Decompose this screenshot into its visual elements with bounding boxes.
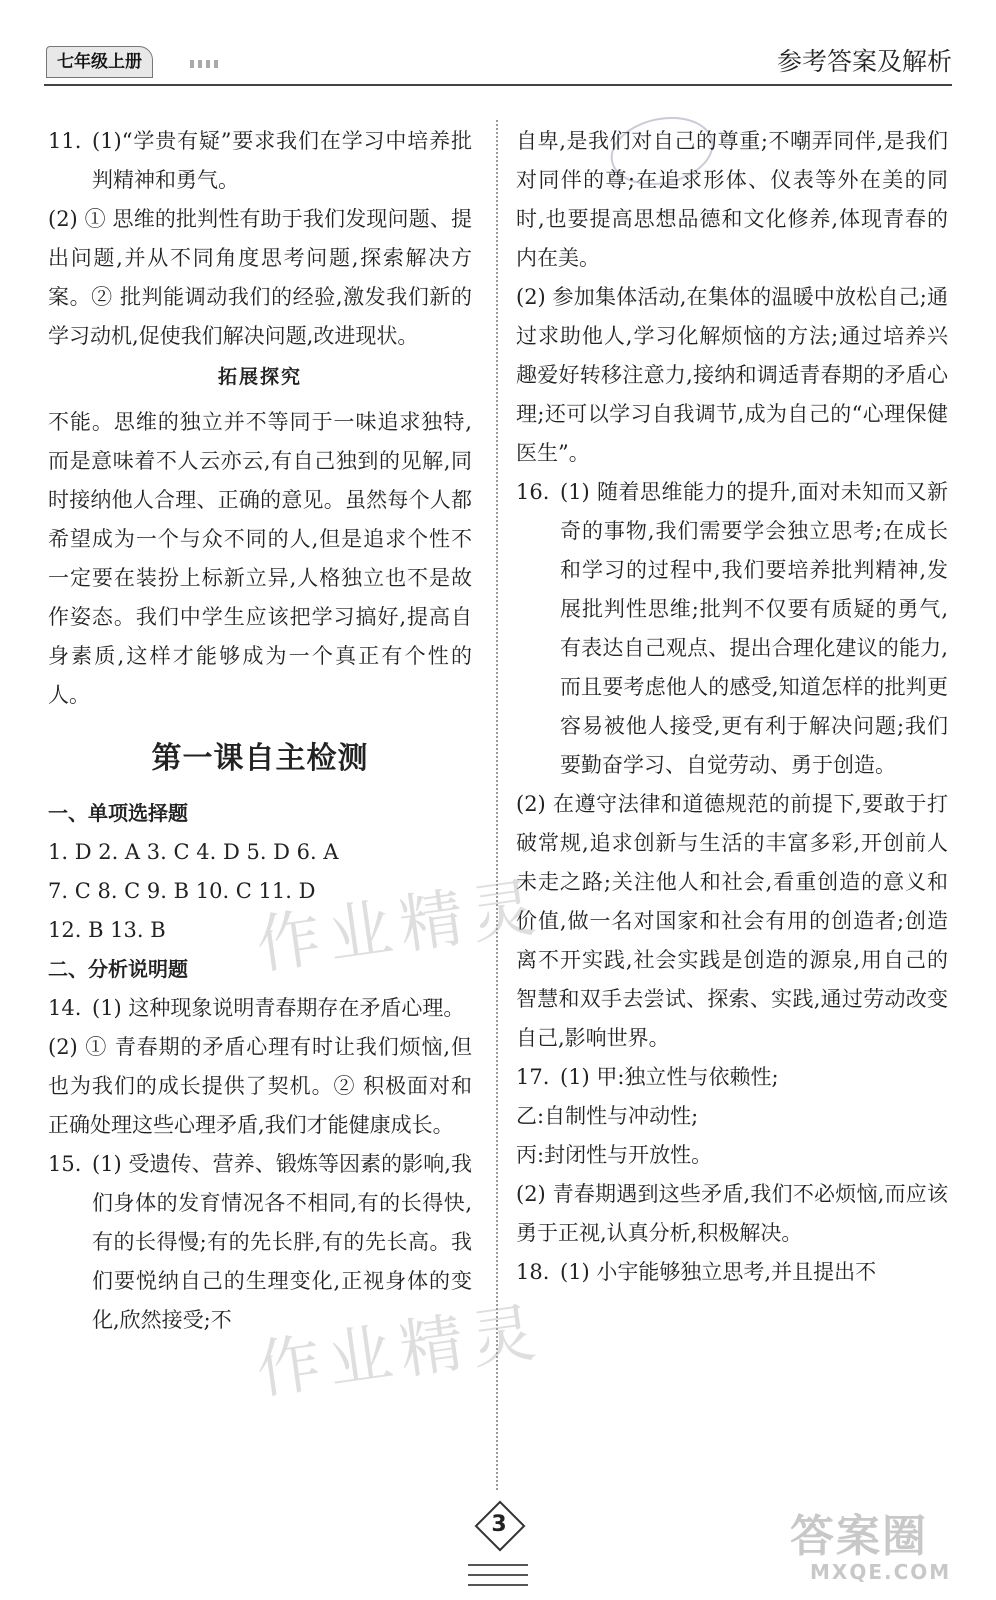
lesson-title: 第一课自主检测 [151,741,369,776]
page-number: 3 [491,1512,507,1537]
page-number-badge [452,1506,542,1582]
answer-part-1: (1)“学贵有疑”要求我们在学习中培养批判精神和勇气。 [92,129,472,192]
answer-part-2: (2) ① 思维的批判性有助于我们发现问题、提出问题,并从不同角度思考问题,探索解决方案。② 批判能调动我们的经验,激发我们新的学习动机,促使我们解决问题,改进现状。 [48,207,472,348]
page-header [44,40,952,86]
answer-part-1: (1) 受遗传、营养、锻炼等因素的影响,我们身体的发育情况各不相同,有的长得快,有的长得慢;有的先长胖,有的先长高。我们要悦纳自己的生理变化,正视身体的变化,欣然接受;不 [92,1152,472,1332]
grade-label: 七年级上册 [46,46,153,78]
question-number: 16. [516,480,550,504]
header-title: 参考答案及解析 [776,47,952,76]
watermark: 作业精灵 [252,1295,548,1409]
analysis-heading: 二、分析说明题 [48,957,188,981]
explore-answer: 不能。思维的独立并不等同于一味追求独特,而是意味着不人云亦云,有自己独到的见解,同时接纳他人合理、正确的意见。虽然每个人都希望成为一个与众不同的人,但是追求个性不一定要在装扮上标新立异,人格独立也不是故作姿态。我们中学生应该把学习搞好,提高自身素质,这样才能够成为一个真正有个性的人。 [48,410,472,707]
answer-part-1a: (1) 甲:独立性与依赖性; [560,1065,779,1089]
answer-part-1: (1) 随着思维能力的提升,面对未知而又新奇的事物,我们需要学会独立思考;在成长和学习的过程中,我们要培养批判精神,发展批判性思维;批判不仅要有质疑的勇气,有表达自己观点、提出合理化建议的能力,而且要考虑他人的感受,知道怎样的批判更容易被他人接受,更有利于解决问题;我们要勤奋学习、自觉劳动、勇于创造。 [560,480,948,777]
question-11 [48,122,472,200]
watermark: 作业精灵 [252,870,548,984]
answer-part-1b: 乙:自制性与冲动性; [516,1104,699,1128]
question-18 [516,1253,948,1292]
answer-part-2: (2) 参加集体活动,在集体的温暖中放松自己;通过求助他人,学习化解烦恼的方法;通过培养兴趣爱好转移注意力,接纳和调适青春期的矛盾心理;还可以学习自我调节,成为自己的“心理保健医生”。 [516,285,948,465]
question-14 [48,989,472,1028]
logo-text: 答案圈 [790,1511,928,1562]
answer-continuation: 自卑,是我们对自己的尊重;不嘲弄同伴,是我们对同伴的尊;在追求形体、仪表等外在美的同时,也要提高思想品德和文化修养,体现青春的内在美。 [516,129,948,270]
answer-part-1: (1) 这种现象说明青春期存在矛盾心理。 [92,996,465,1020]
right-column [516,122,948,1292]
explore-heading: 拓展探究 [217,366,302,388]
header-decoration [190,60,220,68]
question-number: 17. [516,1065,550,1089]
question-number: 14. [48,996,82,1020]
question-16 [516,473,948,785]
site-logo [790,1512,970,1584]
answer-part-2: (2) 青春期遇到这些矛盾,我们不必烦恼,而应该勇于正视,认真分析,积极解决。 [516,1182,948,1245]
answer-part-2: (2) ① 青春期的矛盾心理有时让我们烦恼,但也为我们的成长提供了契机。② 积极面对和正确处理这些心理矛盾,我们才能健康成长。 [48,1035,472,1137]
column-divider [496,120,498,1490]
answer-part-1: (1) 小宇能够独立思考,并且提出不 [560,1260,877,1284]
answer-part-1c: 丙:封闭性与开放性。 [516,1143,713,1167]
left-column [48,122,472,1340]
answer-part-2: (2) 在遵守法律和道德规范的前提下,要敢于打破常规,追求创新与生活的丰富多彩,开创前人未走之路;关注他人和社会,看重创造的意义和价值,做一名对国家和社会有用的创造者;创造离不开实践,社会实践是创造的源泉,用自己的智慧和双手去尝试、探索、实践,通过劳动改变自己,影响世界。 [516,792,948,1050]
chevron-line-icon [468,1570,528,1586]
question-number: 15. [48,1152,82,1176]
question-17 [516,1058,948,1097]
choice-answers-line-3: 12. B 13. B [48,918,166,942]
choice-answers-line-1: 1. D 2. A 3. C 4. D 5. D 6. A [48,840,339,864]
question-number: 11. [48,129,82,153]
single-choice-heading: 一、单项选择题 [48,801,188,825]
question-15 [48,1145,472,1340]
question-number: 18. [516,1260,550,1284]
logo-url: MXQE.COM [810,1560,952,1584]
choice-answers-line-2: 7. C 8. C 9. B 10. C 11. D [48,879,316,903]
